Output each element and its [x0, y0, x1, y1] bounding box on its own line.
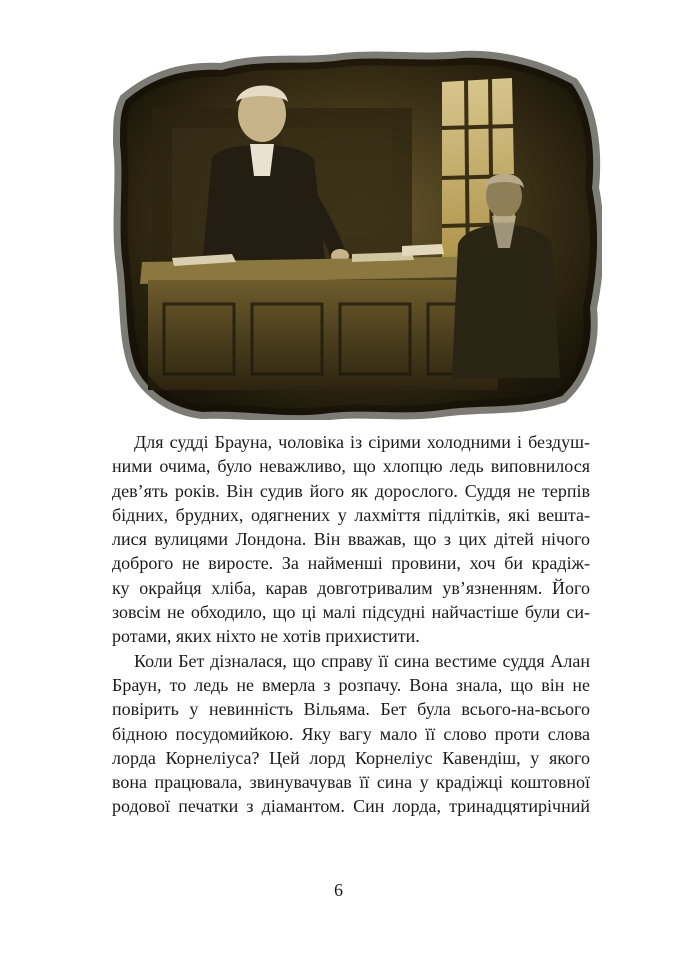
- text-line: бідною посудомийкою. Яку вагу мало її слово проти слова: [112, 723, 590, 744]
- text-line: ними очима, було неважливо, що хлопцю ледь виповнилося: [112, 456, 590, 477]
- page-number: 6: [334, 880, 343, 900]
- text-line: Коли Бет дізналася, що справу її сина вестиме суддя Алан: [134, 650, 590, 671]
- paragraph-2: [112, 649, 590, 819]
- text-line: зовсім не обходило, що ці малі підсудні найчастіше були си-: [112, 602, 590, 623]
- text-line: Браун, то ледь не вмерла з розпачу. Вона знала, що він не: [112, 674, 590, 695]
- text-line: повірить у невинність Вільяма. Бет була всього-на-всього: [112, 699, 590, 720]
- text-line: ротами, яких ніхто не хотів прихистити.: [112, 626, 420, 647]
- text-line: лорда Корнеліуса? Цей лорд Корнеліус Кавендіш, у якого: [112, 747, 590, 768]
- text-line: бідних, брудних, одягнених у лахміття підлітків, які вешта-: [112, 504, 590, 525]
- text-line: дев’ять років. Він судив його як дорослого. Суддя не терпів: [112, 480, 590, 501]
- text-line: вона працювала, звинувачував її сина у крадіжці коштовної: [112, 772, 590, 793]
- text-line: доброго не виросте. За найменші провини, хоч би крадіж-: [112, 553, 590, 574]
- courtroom-judge-illustration: [112, 48, 602, 420]
- body-text: [112, 430, 590, 819]
- courtroom-illustration: [112, 48, 602, 420]
- text-line: родової печатки з діамантом. Син лорда, тринадцятирічний: [112, 796, 590, 817]
- paragraph-1: [112, 430, 590, 649]
- text-line: ку окрайця хліба, карав довготривалим ув’язненням. Його: [112, 577, 590, 598]
- text-line: Для судді Брауна, чоловіка із сірими холодними і бездуш-: [134, 432, 590, 452]
- text-line: лися вулицями Лондона. Він вважав, що з цих дітей нічого: [112, 529, 590, 550]
